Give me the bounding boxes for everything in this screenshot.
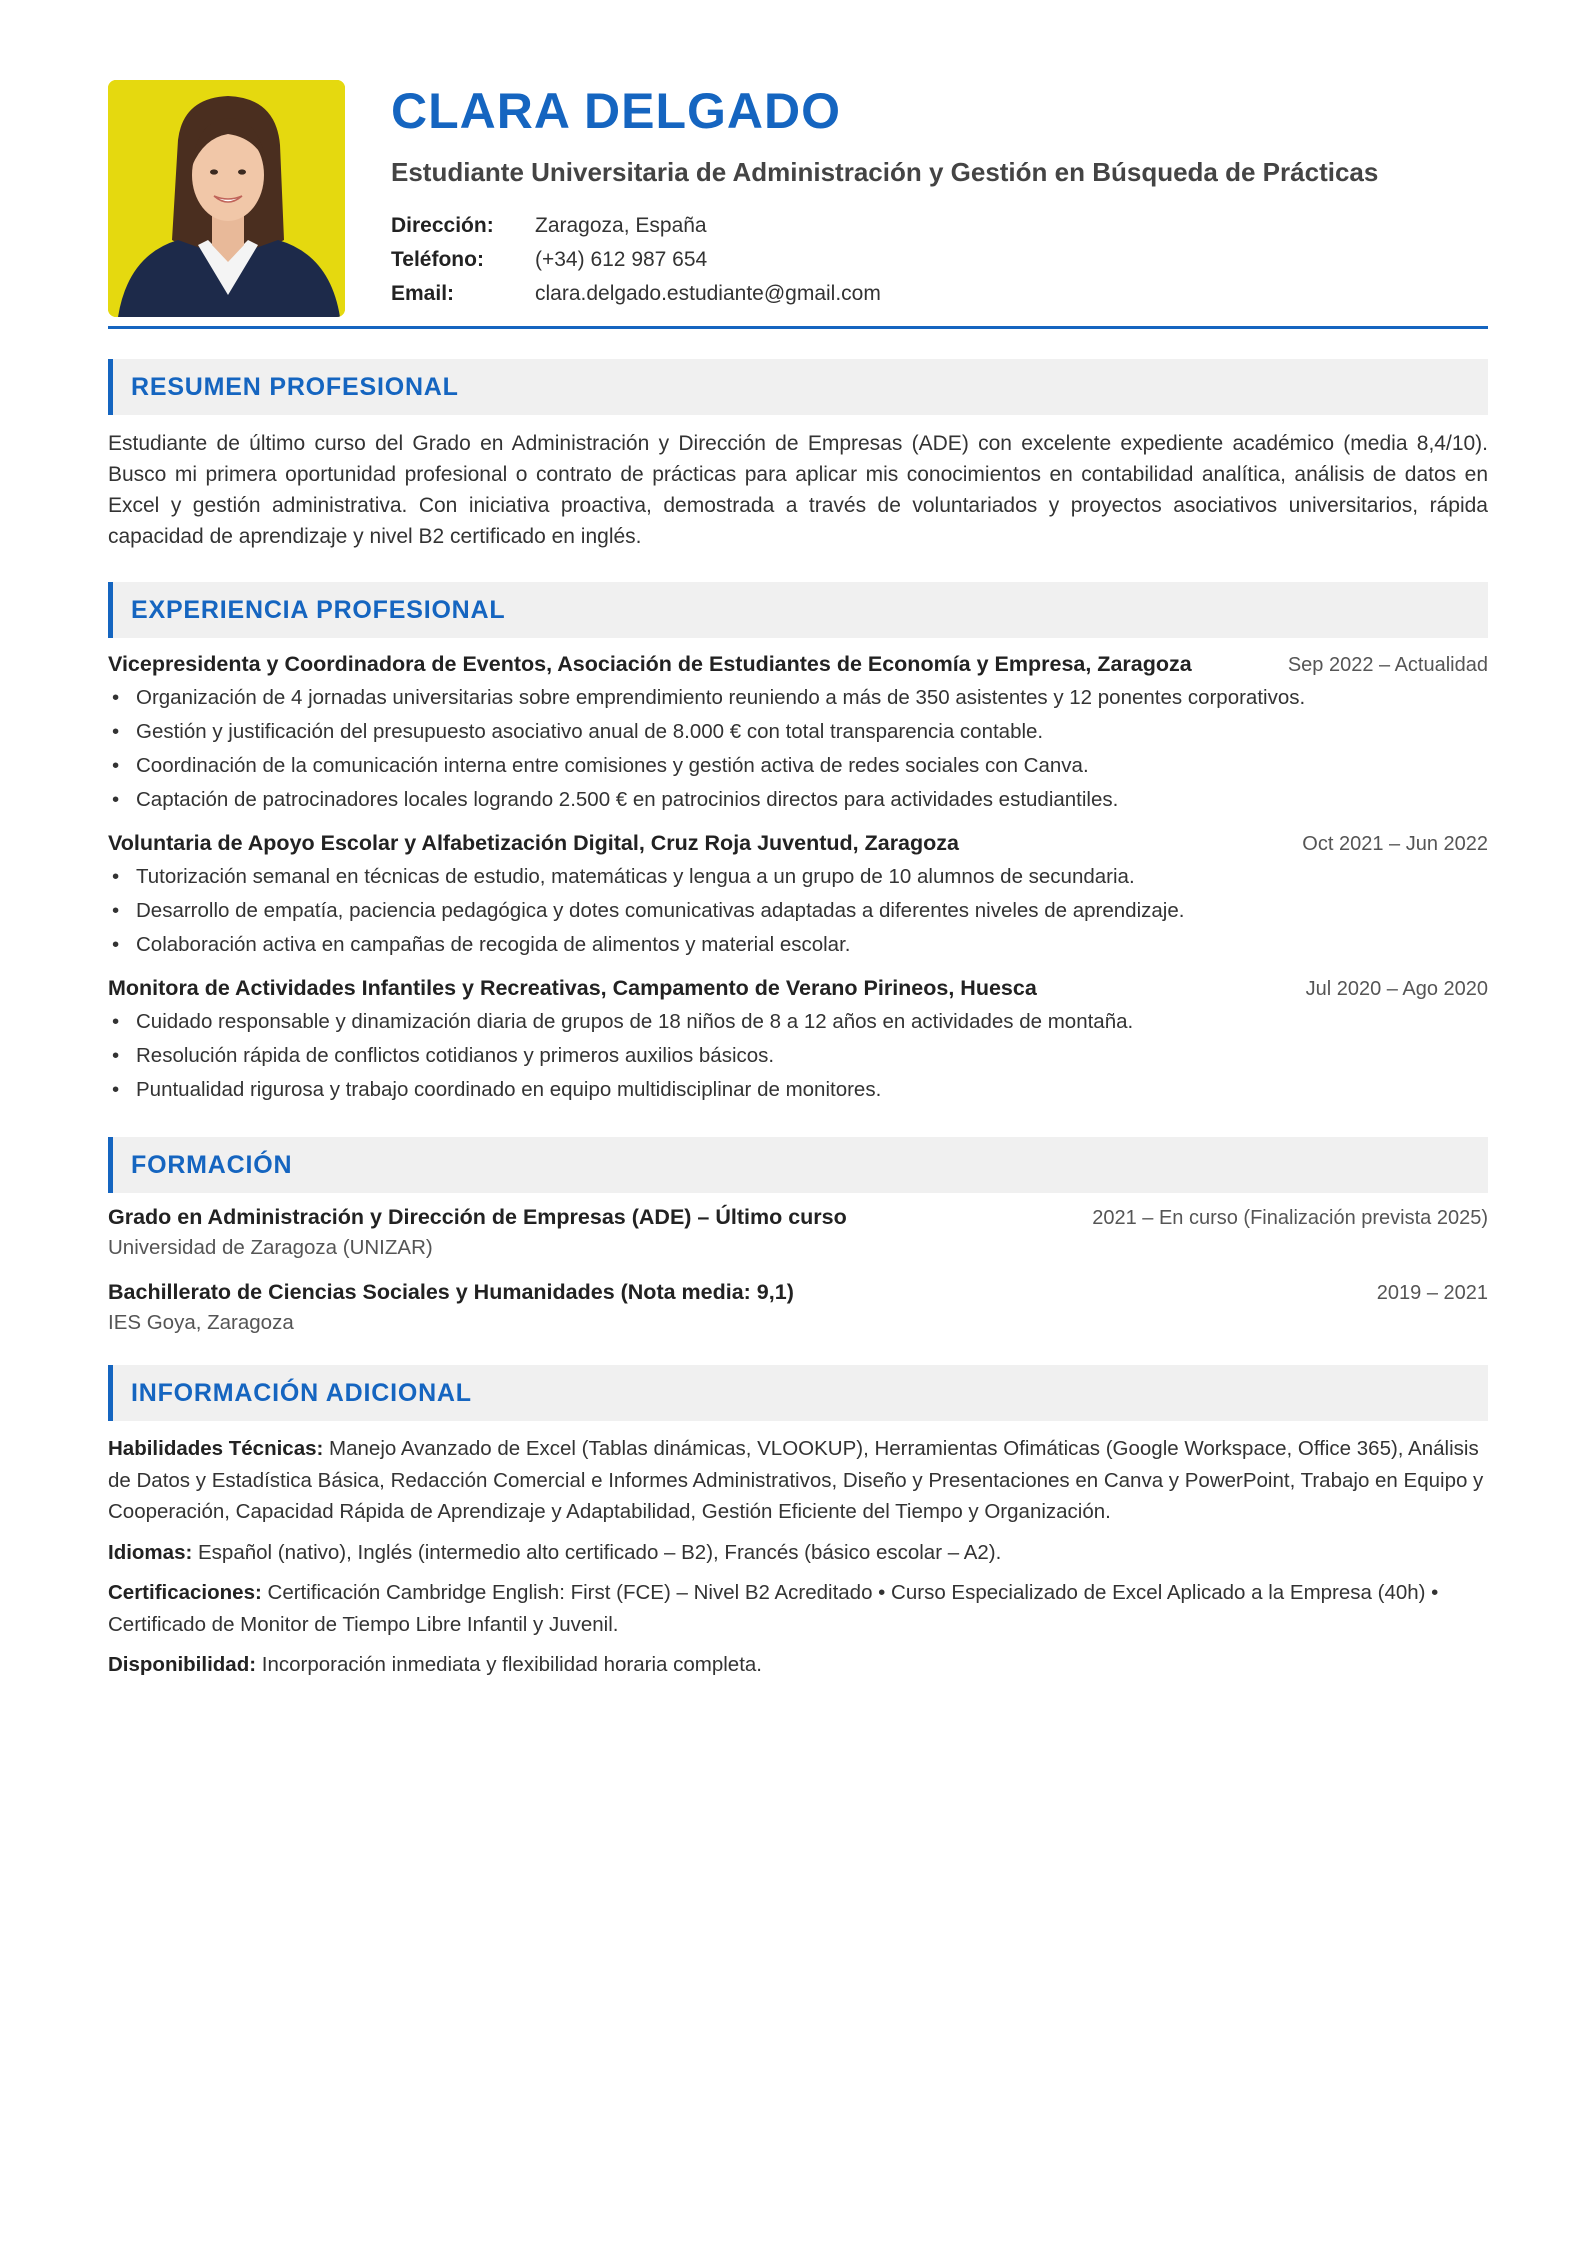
section-title: INFORMACIÓN ADICIONAL <box>131 1378 472 1407</box>
info-text: Manejo Avanzado de Excel (Tablas dinámicas, VLOOKUP), Herramientas Ofimáticas (Google Workspace, Office 365), Análisis de Datos y Estadística Básica, Redacción Comercial e Informes Administrativos, Diseño y Presentaciones en Canva y PowerPoint, Trabajo en Equipo y Cooperación, Capacidad Rápida de Aprendizaje y Adaptabilidad, Gestión Eficiente del Tiempo y Organización. <box>108 1437 1484 1523</box>
job-date: Jul 2020 – Ago 2020 <box>1305 978 1488 1000</box>
job-entry <box>108 652 1488 817</box>
contact-label: Dirección: <box>391 213 494 237</box>
phone-value: (+34) 612 987 654 <box>535 247 708 271</box>
bullet-item: • Colaboración activa en campañas de recogida de alimentos y material escolar. <box>108 928 1488 962</box>
contact-label: Teléfono: <box>391 247 484 271</box>
info-label: Disponibilidad: <box>108 1653 257 1676</box>
bullet-item: • Tutorización semanal en técnicas de estudio, matemáticas y lengua a un grupo de 10 alumnos de secundaria. <box>108 860 1488 894</box>
education-date: 2021 – En curso (Finalización prevista 2025) <box>1092 1207 1488 1229</box>
info-text: Español (nativo), Inglés (intermedio alto certificado – B2), Francés (básico escolar – A2). <box>198 1540 1002 1564</box>
education-entry <box>108 1280 1488 1335</box>
section-title: EXPERIENCIA PROFESIONAL <box>131 595 506 624</box>
profile-photo-illustration <box>108 80 345 317</box>
job-date: Sep 2022 – Actualidad <box>1287 654 1488 676</box>
bullet-item: • Desarrollo de empatía, paciencia pedagógica y dotes comunicativas adaptadas a diferentes niveles de aprendizaje. <box>108 894 1488 928</box>
contact-phone <box>391 243 1378 277</box>
candidate-subtitle: Estudiante Universitaria de Administración y Gestión en Búsqueda de Prácticas <box>391 157 1379 187</box>
skills-paragraph <box>108 1433 1488 1528</box>
bullet-item: • Cuidado responsable y dinamización diaria de grupos de 18 niños de 8 a 12 años en actividades de montaña. <box>108 1005 1488 1039</box>
info-label: Certificaciones: <box>108 1581 262 1604</box>
candidate-name: CLARA DELGADO <box>391 83 842 139</box>
bullet-item: • Organización de 4 jornadas universitarias sobre emprendimiento reuniendo a más de 350 asistentes y 12 ponentes corporativos. <box>108 681 1488 715</box>
availability-paragraph <box>108 1649 1488 1681</box>
bullet-item: • Resolución rápida de conflictos cotidianos y primeros auxilios básicos. <box>108 1039 1488 1073</box>
header-text <box>391 80 1378 311</box>
section-header-education <box>108 1137 1488 1193</box>
email-link[interactable]: clara.delgado.estudiante@gmail.com <box>535 281 881 305</box>
education-institution: Universidad de Zaragoza (UNIZAR) <box>108 1236 433 1259</box>
profile-photo <box>108 80 345 317</box>
section-header-additional <box>108 1365 1488 1421</box>
summary-text: Estudiante de último curso del Grado en Administración y Dirección de Empresas (ADE) con excelente expediente académico (media 8,4/10). Busco mi primera oportunidad profesional o contrato de prácticas para aplicar mis conocimientos en contabilidad analítica, análisis de datos en Excel y gestión administrativa. Con iniciativa proactiva, demostrada a través de voluntariados y proyectos asociativos universitarios, rápida capacidad de aprendizaje y nivel B2 certificado en inglés. <box>108 432 1488 548</box>
bullet-item: • Puntualidad rigurosa y trabajo coordinado en equipo multidisciplinar de monitores. <box>108 1073 1488 1107</box>
info-text: Certificación Cambridge English: First (FCE) – Nivel B2 Acreditado • Curso Especializado de Excel Aplicado a la Empresa (40h) • Certificado de Monitor de Tiempo Libre Infantil y Juvenil. <box>108 1581 1439 1636</box>
contact-label: Email: <box>391 281 455 305</box>
info-text: Incorporación inmediata y flexibilidad horaria completa. <box>261 1653 762 1676</box>
job-entry <box>108 976 1488 1107</box>
education-institution: IES Goya, Zaragoza <box>108 1311 294 1334</box>
contact-email <box>391 277 1378 311</box>
job-bullets <box>108 681 1488 817</box>
section-header-experience <box>108 582 1488 638</box>
bullet-item: • Captación de patrocinadores locales logrando 2.500 € en patrocinios directos para actividades estudiantiles. <box>108 783 1488 817</box>
bullet-item: • Coordinación de la comunicación interna entre comisiones y gestión activa de redes sociales con Canva. <box>108 749 1488 783</box>
section-title: FORMACIÓN <box>131 1150 293 1179</box>
job-entry <box>108 831 1488 962</box>
job-bullets <box>108 860 1488 962</box>
info-label: Idiomas: <box>108 1540 193 1564</box>
degree-title: Bachillerato de Ciencias Sociales y Humanidades (Nota media: 9,1) <box>108 1280 794 1304</box>
degree-title: Grado en Administración y Dirección de Empresas (ADE) – Último curso <box>108 1205 847 1229</box>
education-entry <box>108 1205 1488 1260</box>
job-title: Voluntaria de Apoyo Escolar y Alfabetización Digital, Cruz Roja Juventud, Zaragoza <box>108 831 959 855</box>
education-date: 2019 – 2021 <box>1376 1282 1488 1304</box>
section-header-summary <box>108 359 1488 415</box>
bullet-item: • Gestión y justificación del presupuesto asociativo anual de 8.000 € con total transparencia contable. <box>108 715 1488 749</box>
info-label: Habilidades Técnicas: <box>108 1437 324 1460</box>
header-divider <box>108 326 1488 329</box>
resume-header <box>108 80 1488 318</box>
resume-page <box>108 80 1488 1690</box>
job-title: Monitora de Actividades Infantiles y Recreativas, Campamento de Verano Pirineos, Huesca <box>108 976 1037 1000</box>
certifications-paragraph <box>108 1577 1488 1640</box>
job-date: Oct 2021 – Jun 2022 <box>1302 833 1488 855</box>
job-bullets <box>108 1005 1488 1107</box>
languages-paragraph <box>108 1537 1488 1569</box>
job-title: Vicepresidenta y Coordinadora de Eventos, Asociación de Estudiantes de Economía y Empresa, Zaragoza <box>108 652 1192 676</box>
address-value: Zaragoza, España <box>535 213 707 237</box>
section-title: RESUMEN PROFESIONAL <box>131 372 459 401</box>
contact-details <box>391 209 1378 311</box>
additional-info <box>108 1433 1488 1681</box>
contact-address <box>391 209 1378 243</box>
